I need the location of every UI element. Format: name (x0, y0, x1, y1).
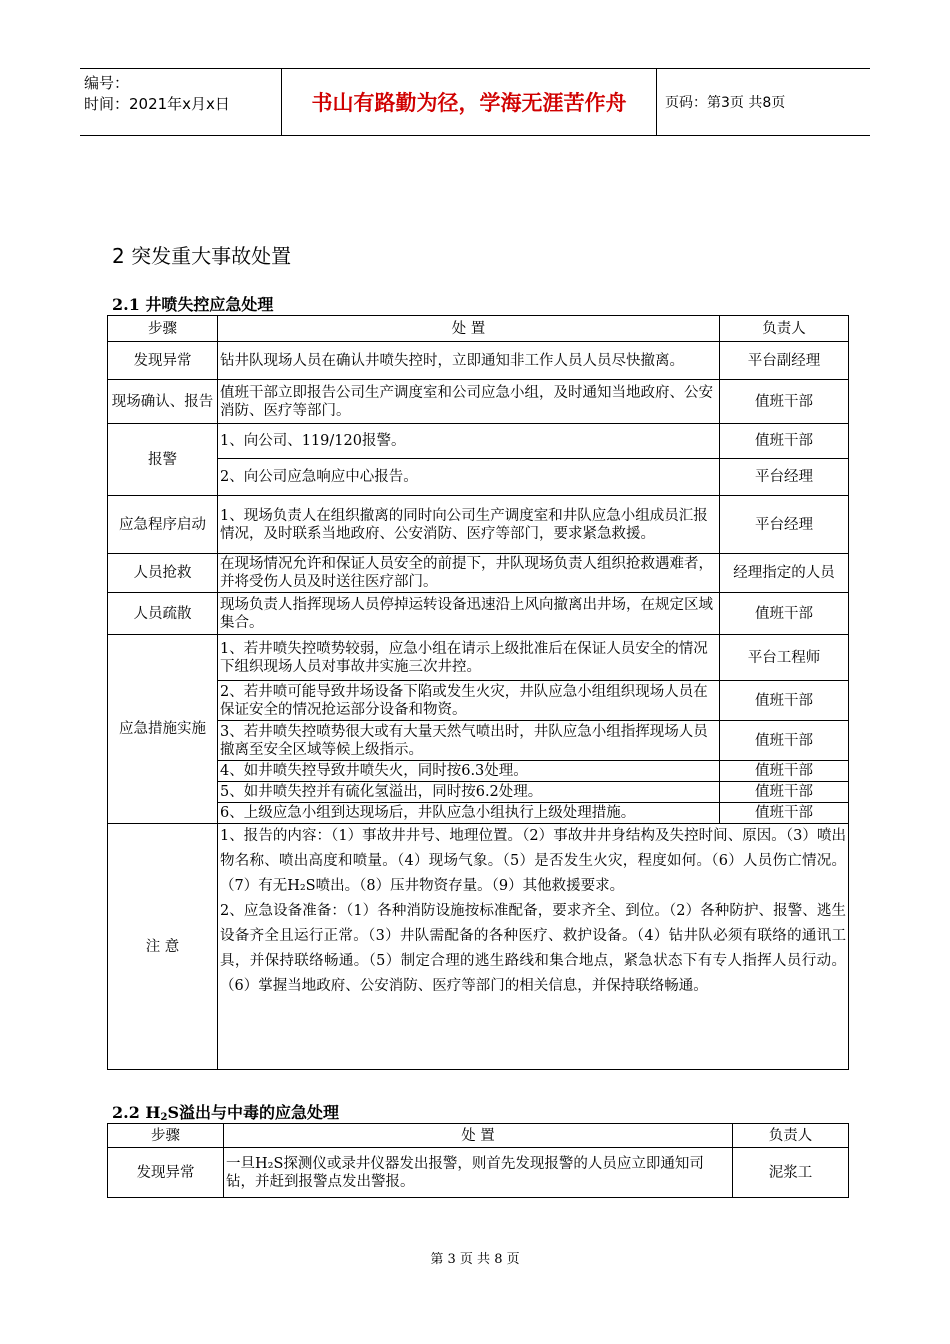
section-title: 2 突发重大事故处置 (112, 244, 292, 268)
table-header-row (108, 1124, 849, 1148)
owner-cell: 值班干部 (720, 782, 849, 803)
step-cell: 应急措施实施 (108, 635, 218, 824)
table-row (108, 380, 849, 424)
section-2-2-title-sub: 2 (160, 1112, 168, 1123)
section-2-1-title: 2.1 井喷失控应急处理 (112, 295, 274, 314)
header-motto: 书山有路勤为径，学海无涯苦作舟 (282, 69, 657, 135)
table-row (108, 459, 849, 496)
owner-cell: 平台经理 (720, 459, 849, 496)
action-cell: 钻井队现场人员在确认井喷失控时，立即通知非工作人员人员尽快撤离。 (218, 342, 720, 380)
col-action: 处 置 (218, 316, 720, 342)
owner-cell: 值班干部 (720, 721, 849, 761)
table-row (108, 721, 849, 761)
table-2-1 (107, 315, 849, 1070)
step-cell: 人员疏散 (108, 593, 218, 635)
action-cell: 值班干部立即报告公司生产调度室和公司应急小组，及时通知当地政府、公安消防、医疗等部门。 (218, 380, 720, 424)
table-row (108, 593, 849, 635)
owner-cell: 平台副经理 (720, 342, 849, 380)
owner-cell: 泥浆工 (733, 1148, 849, 1198)
owner-cell: 值班干部 (720, 761, 849, 782)
step-cell: 现场确认、报告 (108, 380, 218, 424)
time-label: 时间：2021年x月x日 (84, 95, 230, 113)
step-cell: 应急程序启动 (108, 496, 218, 554)
table-row (108, 681, 849, 721)
table-row (108, 496, 849, 554)
owner-cell: 值班干部 (720, 593, 849, 635)
table-row (108, 554, 849, 593)
col-owner: 负责人 (733, 1124, 849, 1148)
owner-cell: 平台经理 (720, 496, 849, 554)
action-cell: 1、现场负责人在组织撤离的同时向公司生产调度室和井队应急小组成员汇报情况，及时联系当地政府、公安消防、医疗等部门，要求紧急救援。 (218, 496, 720, 554)
table-header-row (108, 316, 849, 342)
header-meta (80, 69, 282, 135)
header-page-label: 页码：第3页 共8页 (665, 95, 786, 111)
action-cell: 3、若井喷失控喷势很大或有大量天然气喷出时，井队应急小组指挥现场人员撤离至安全区域等候上级指示。 (218, 721, 720, 761)
page-header (80, 68, 870, 136)
section-2-2-title (112, 1100, 339, 1123)
action-cell: 6、上级应急小组到达现场后，井队应急小组执行上级处理措施。 (218, 803, 720, 824)
action-cell: 2、若井喷可能导致井场设备下陷或发生火灾，井队应急小组组织现场人员在保证安全的情况抢运部分设备和物资。 (218, 681, 720, 721)
action-cell: 1、若井喷失控喷势较弱，应急小组在请示上级批准后在保证人员安全的情况下组织现场人员对事故井实施三次井控。 (218, 635, 720, 681)
step-cell: 发现异常 (108, 342, 218, 380)
table-row (108, 761, 849, 782)
action-cell: 现场负责人指挥现场人员停掉运转设备迅速沿上风向撤离出井场，在规定区域集合。 (218, 593, 720, 635)
action-cell: 在现场情况允许和保证人员安全的前提下，井队现场负责人组织抢救遇难者，并将受伤人员及时送往医疗部门。 (218, 554, 720, 593)
owner-cell: 值班干部 (720, 424, 849, 459)
owner-cell: 值班干部 (720, 681, 849, 721)
step-cell: 发现异常 (108, 1148, 224, 1198)
action-cell: 5、如井喷失控并有硫化氢溢出，同时按6.2处理。 (218, 782, 720, 803)
note-text: 1、报告的内容：（1）事故井井号、地理位置。（2）事故井井身结构及失控时间、原因。（3）喷出物名称、喷出高度和喷量。（4）现场气象。（5）是否发生火灾，程度如何。（6）人员伤亡情况。（7）有无H₂S喷出。（8）压井物资存量。（9）其他救援要求。 2、应急设备准备：（1）各种消防设施按标准配备，要求齐全、到位。（2）各种防护、报警、逃生设备齐全且运行正常。（3）井队需配备的各种医疗、救护设备。（4）钻井队必须有联络的通讯工具，并保持联络畅通。（5）制定合理的逃生路线和集合地点，紧急状态下有专人指挥人员行动。（6）掌握当地政府、公安消防、医疗等部门的相关信息，并保持联络畅通。 (218, 824, 849, 1070)
note-row (108, 824, 849, 1070)
table-row (108, 342, 849, 380)
col-owner: 负责人 (720, 316, 849, 342)
table-row (108, 635, 849, 681)
owner-cell: 平台工程师 (720, 635, 849, 681)
table-2-2 (107, 1123, 849, 1198)
action-cell: 4、如井喷失控导致井喷失火，同时按6.3处理。 (218, 761, 720, 782)
owner-cell: 值班干部 (720, 803, 849, 824)
action-cell: 1、向公司、119/120报警。 (218, 424, 720, 459)
action-cell: 一旦H₂S探测仪或录井仪器发出报警，则首先发现报警的人员应立即通知司钻，并赶到报警点发出警报。 (224, 1148, 733, 1198)
owner-cell: 值班干部 (720, 380, 849, 424)
page-footer: 第 3 页 共 8 页 (430, 1252, 520, 1267)
col-step: 步骤 (108, 1124, 224, 1148)
step-cell: 人员抢救 (108, 554, 218, 593)
table-row (108, 803, 849, 824)
owner-cell: 经理指定的人员 (720, 554, 849, 593)
table-row (108, 424, 849, 459)
col-step: 步骤 (108, 316, 218, 342)
table-row (108, 782, 849, 803)
step-cell: 报警 (108, 424, 218, 496)
action-cell: 2、向公司应急响应中心报告。 (218, 459, 720, 496)
number-label: 编号： (84, 74, 130, 92)
col-action: 处 置 (224, 1124, 733, 1148)
note-label: 注 意 (108, 824, 218, 1070)
section-2-2-title-post: S溢出与中毒的应急处理 (167, 1103, 340, 1122)
table-row (108, 1148, 849, 1198)
section-2-2-title-pre: 2.2 H (112, 1103, 161, 1122)
